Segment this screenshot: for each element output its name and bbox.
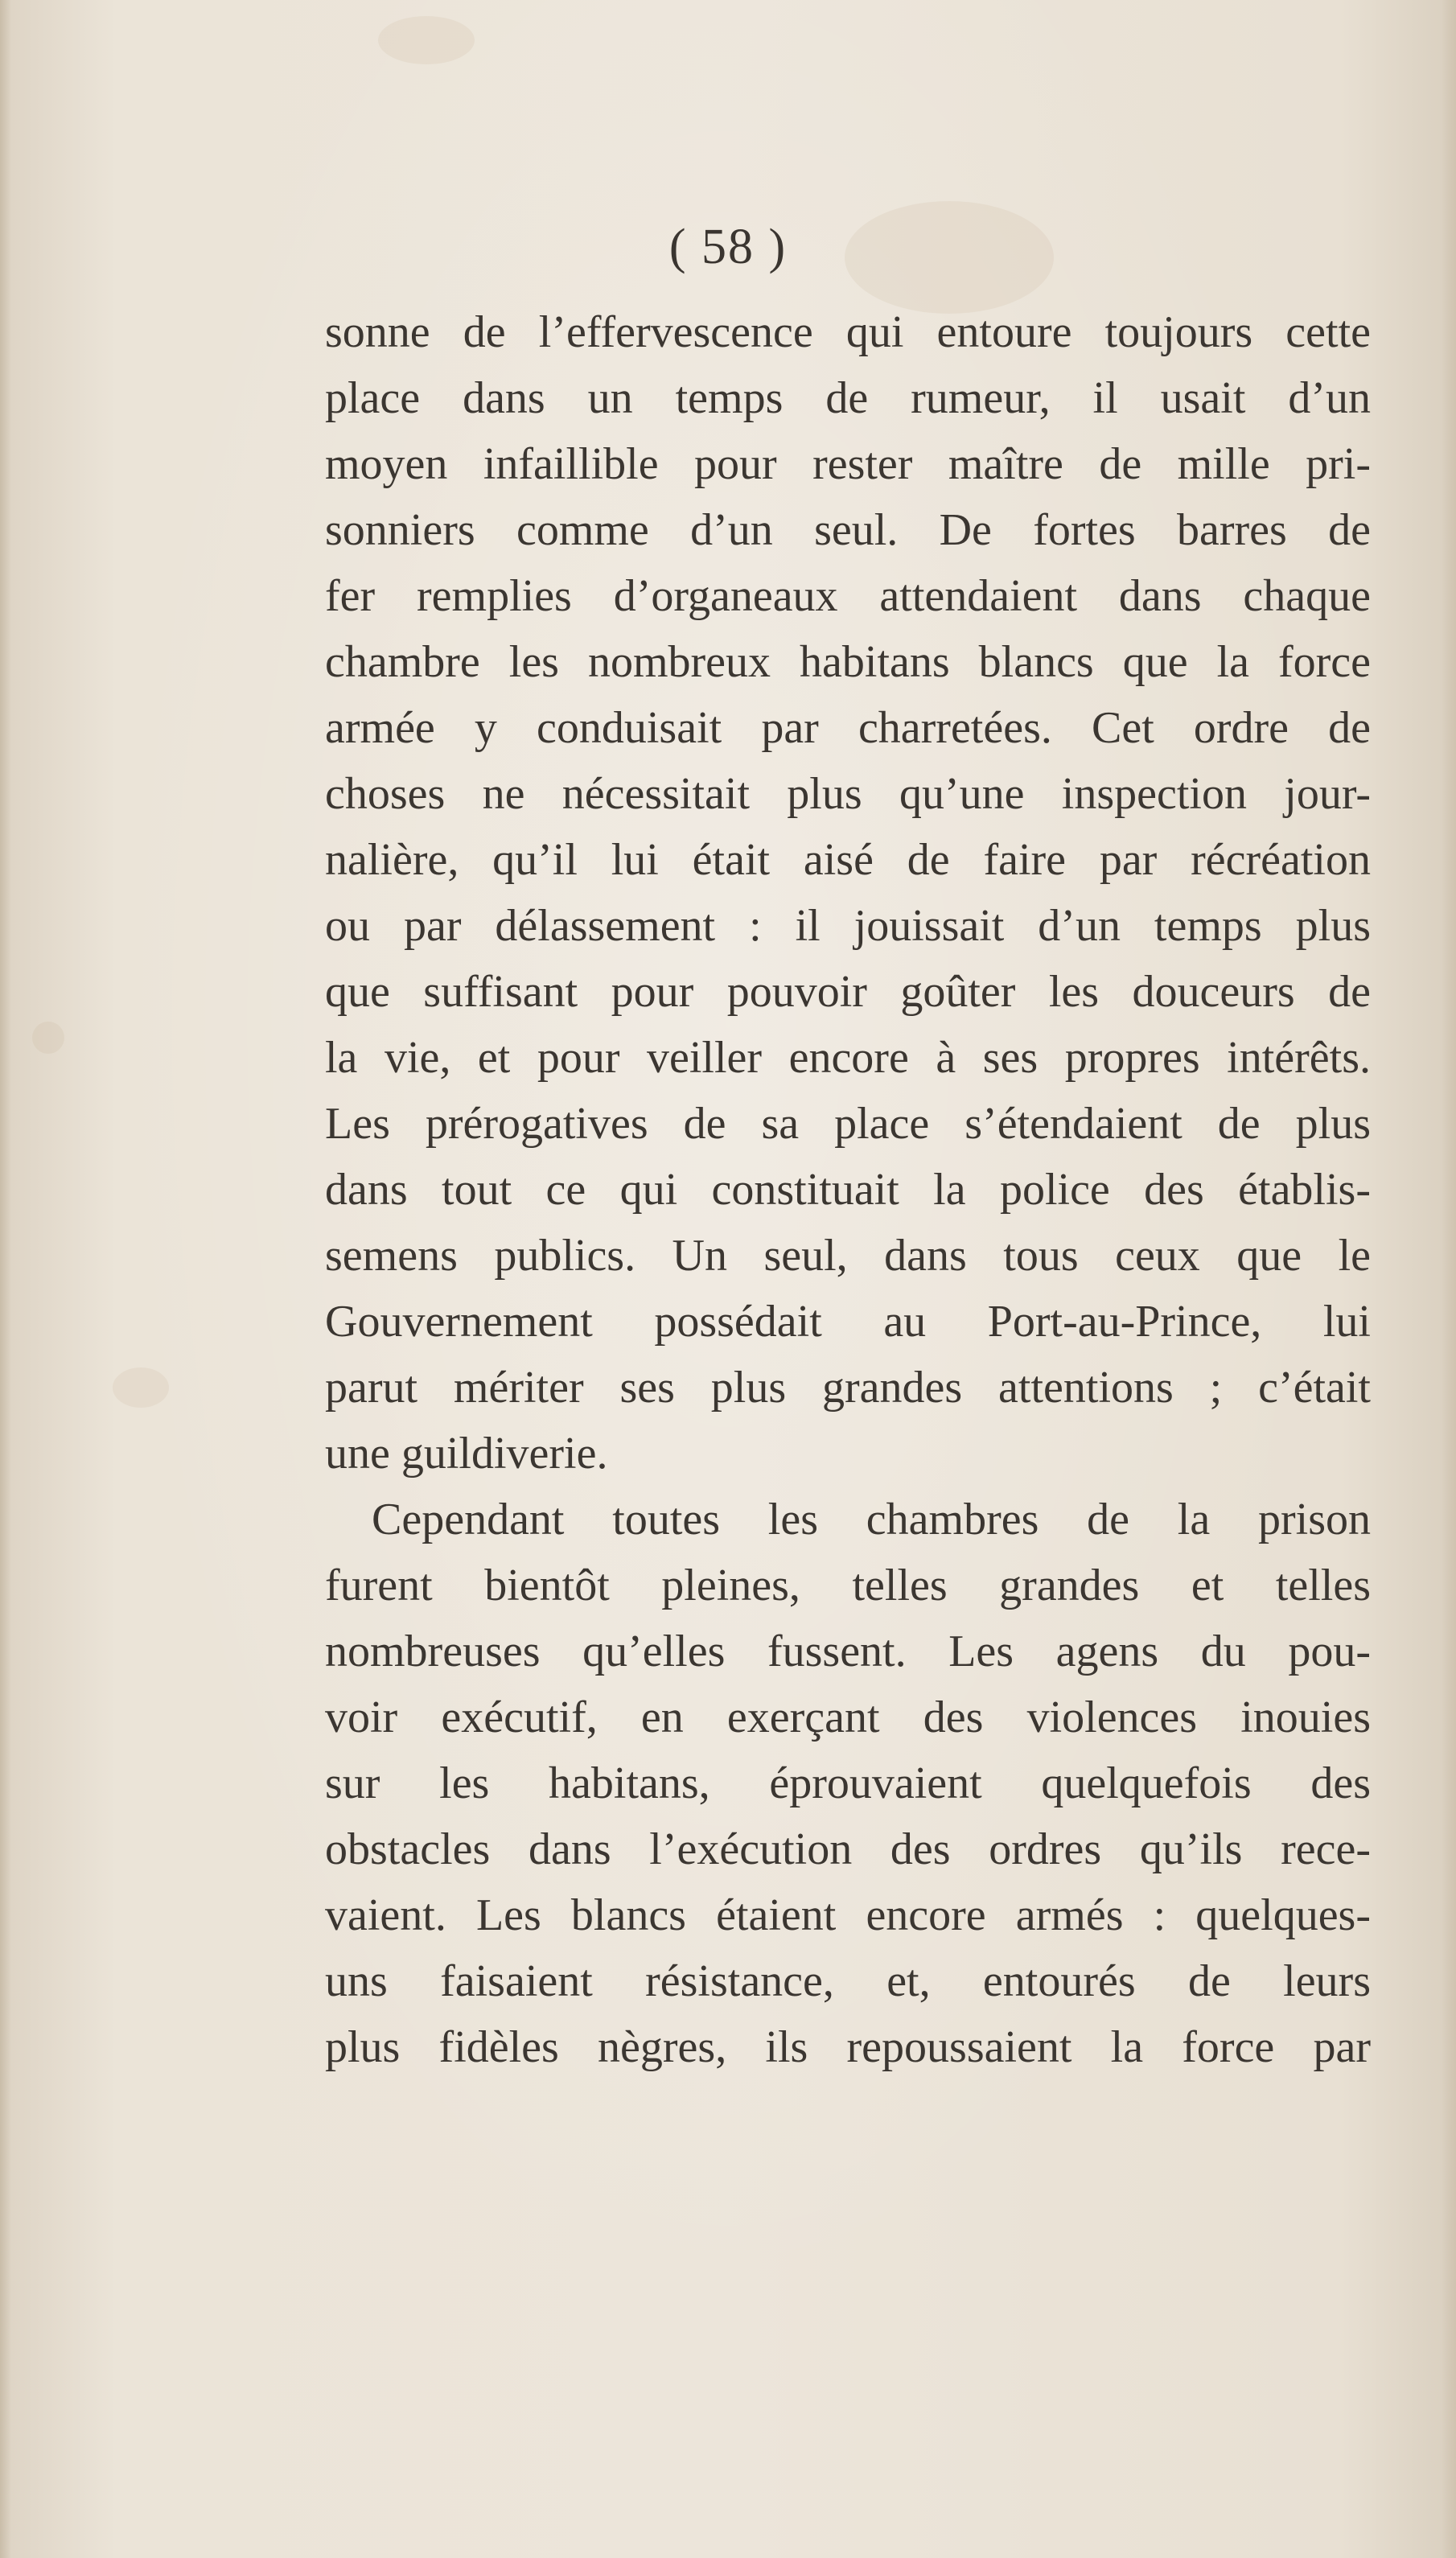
text-line: obstacles dans l’exécution des ordres qu’ils rece- bbox=[325, 1824, 1371, 1874]
text-line: la vie, et pour veiller encore à ses propres intérêts. bbox=[325, 1033, 1371, 1083]
text-line: furent bientôt pleines, telles grandes et telles bbox=[325, 1561, 1371, 1610]
text-line: place dans un temps de rumeur, il usait d’un bbox=[325, 373, 1371, 423]
text-line: voir exécutif, en exerçant des violences inouies bbox=[325, 1692, 1371, 1742]
paragraph-1 bbox=[325, 299, 1371, 1487]
text-line: Cependant toutes les chambres de la prison bbox=[372, 1495, 1371, 1544]
text-line: armée y conduisait par charretées. Cet ordre de bbox=[325, 703, 1371, 753]
page-edge-right bbox=[1442, 0, 1456, 2558]
text-line: parut mériter ses plus grandes attentions ; c’était bbox=[325, 1363, 1371, 1413]
text-line: que suffisant pour pouvoir goûter les douceurs de bbox=[325, 967, 1371, 1017]
text-line: moyen infaillible pour rester maître de mille pri- bbox=[325, 439, 1371, 489]
text-line: plus fidèles nègres, ils repoussaient la force par bbox=[325, 2022, 1371, 2072]
text-line: ou par délassement : il jouissait d’un temps plus bbox=[325, 901, 1371, 951]
text-line: uns faisaient résistance, et, entourés de leurs bbox=[325, 1956, 1371, 2006]
text-line: sonniers comme d’un seul. De fortes barres de bbox=[325, 505, 1371, 555]
page-number: ( 58 ) bbox=[668, 220, 788, 274]
text-line: nalière, qu’il lui était aisé de faire par récréation bbox=[325, 835, 1371, 885]
paper-stain bbox=[378, 16, 475, 64]
text-line: Les prérogatives de sa place s’étendaient de plus bbox=[325, 1099, 1371, 1149]
text-line: chambre les nombreux habitans blancs que la force bbox=[325, 637, 1371, 687]
paper-stain bbox=[32, 1022, 64, 1054]
text-line: sonne de l’effervescence qui entoure toujours cette bbox=[325, 307, 1371, 357]
text-line: fer remplies d’organeaux attendaient dans chaque bbox=[325, 571, 1371, 621]
body-text bbox=[325, 299, 1371, 2080]
text-line: vaient. Les blancs étaient encore armés : quelques- bbox=[325, 1890, 1371, 1940]
text-line: une guildiverie. bbox=[325, 1429, 608, 1478]
text-line: dans tout ce qui constituait la police des établis- bbox=[325, 1165, 1371, 1215]
text-line: sur les habitans, éprouvaient quelquefois des bbox=[325, 1758, 1371, 1808]
text-line: Gouvernement possédait au Port-au-Prince, lui bbox=[325, 1297, 1371, 1347]
text-line: nombreuses qu’elles fussent. Les agens du pou- bbox=[325, 1627, 1371, 1676]
text-line: choses ne nécessitait plus qu’une inspection jour- bbox=[325, 769, 1371, 819]
text-line: semens publics. Un seul, dans tous ceux que le bbox=[325, 1231, 1371, 1281]
paragraph-2 bbox=[325, 1487, 1371, 2080]
page-edge-left bbox=[0, 0, 11, 2558]
paper-stain bbox=[113, 1367, 169, 1408]
